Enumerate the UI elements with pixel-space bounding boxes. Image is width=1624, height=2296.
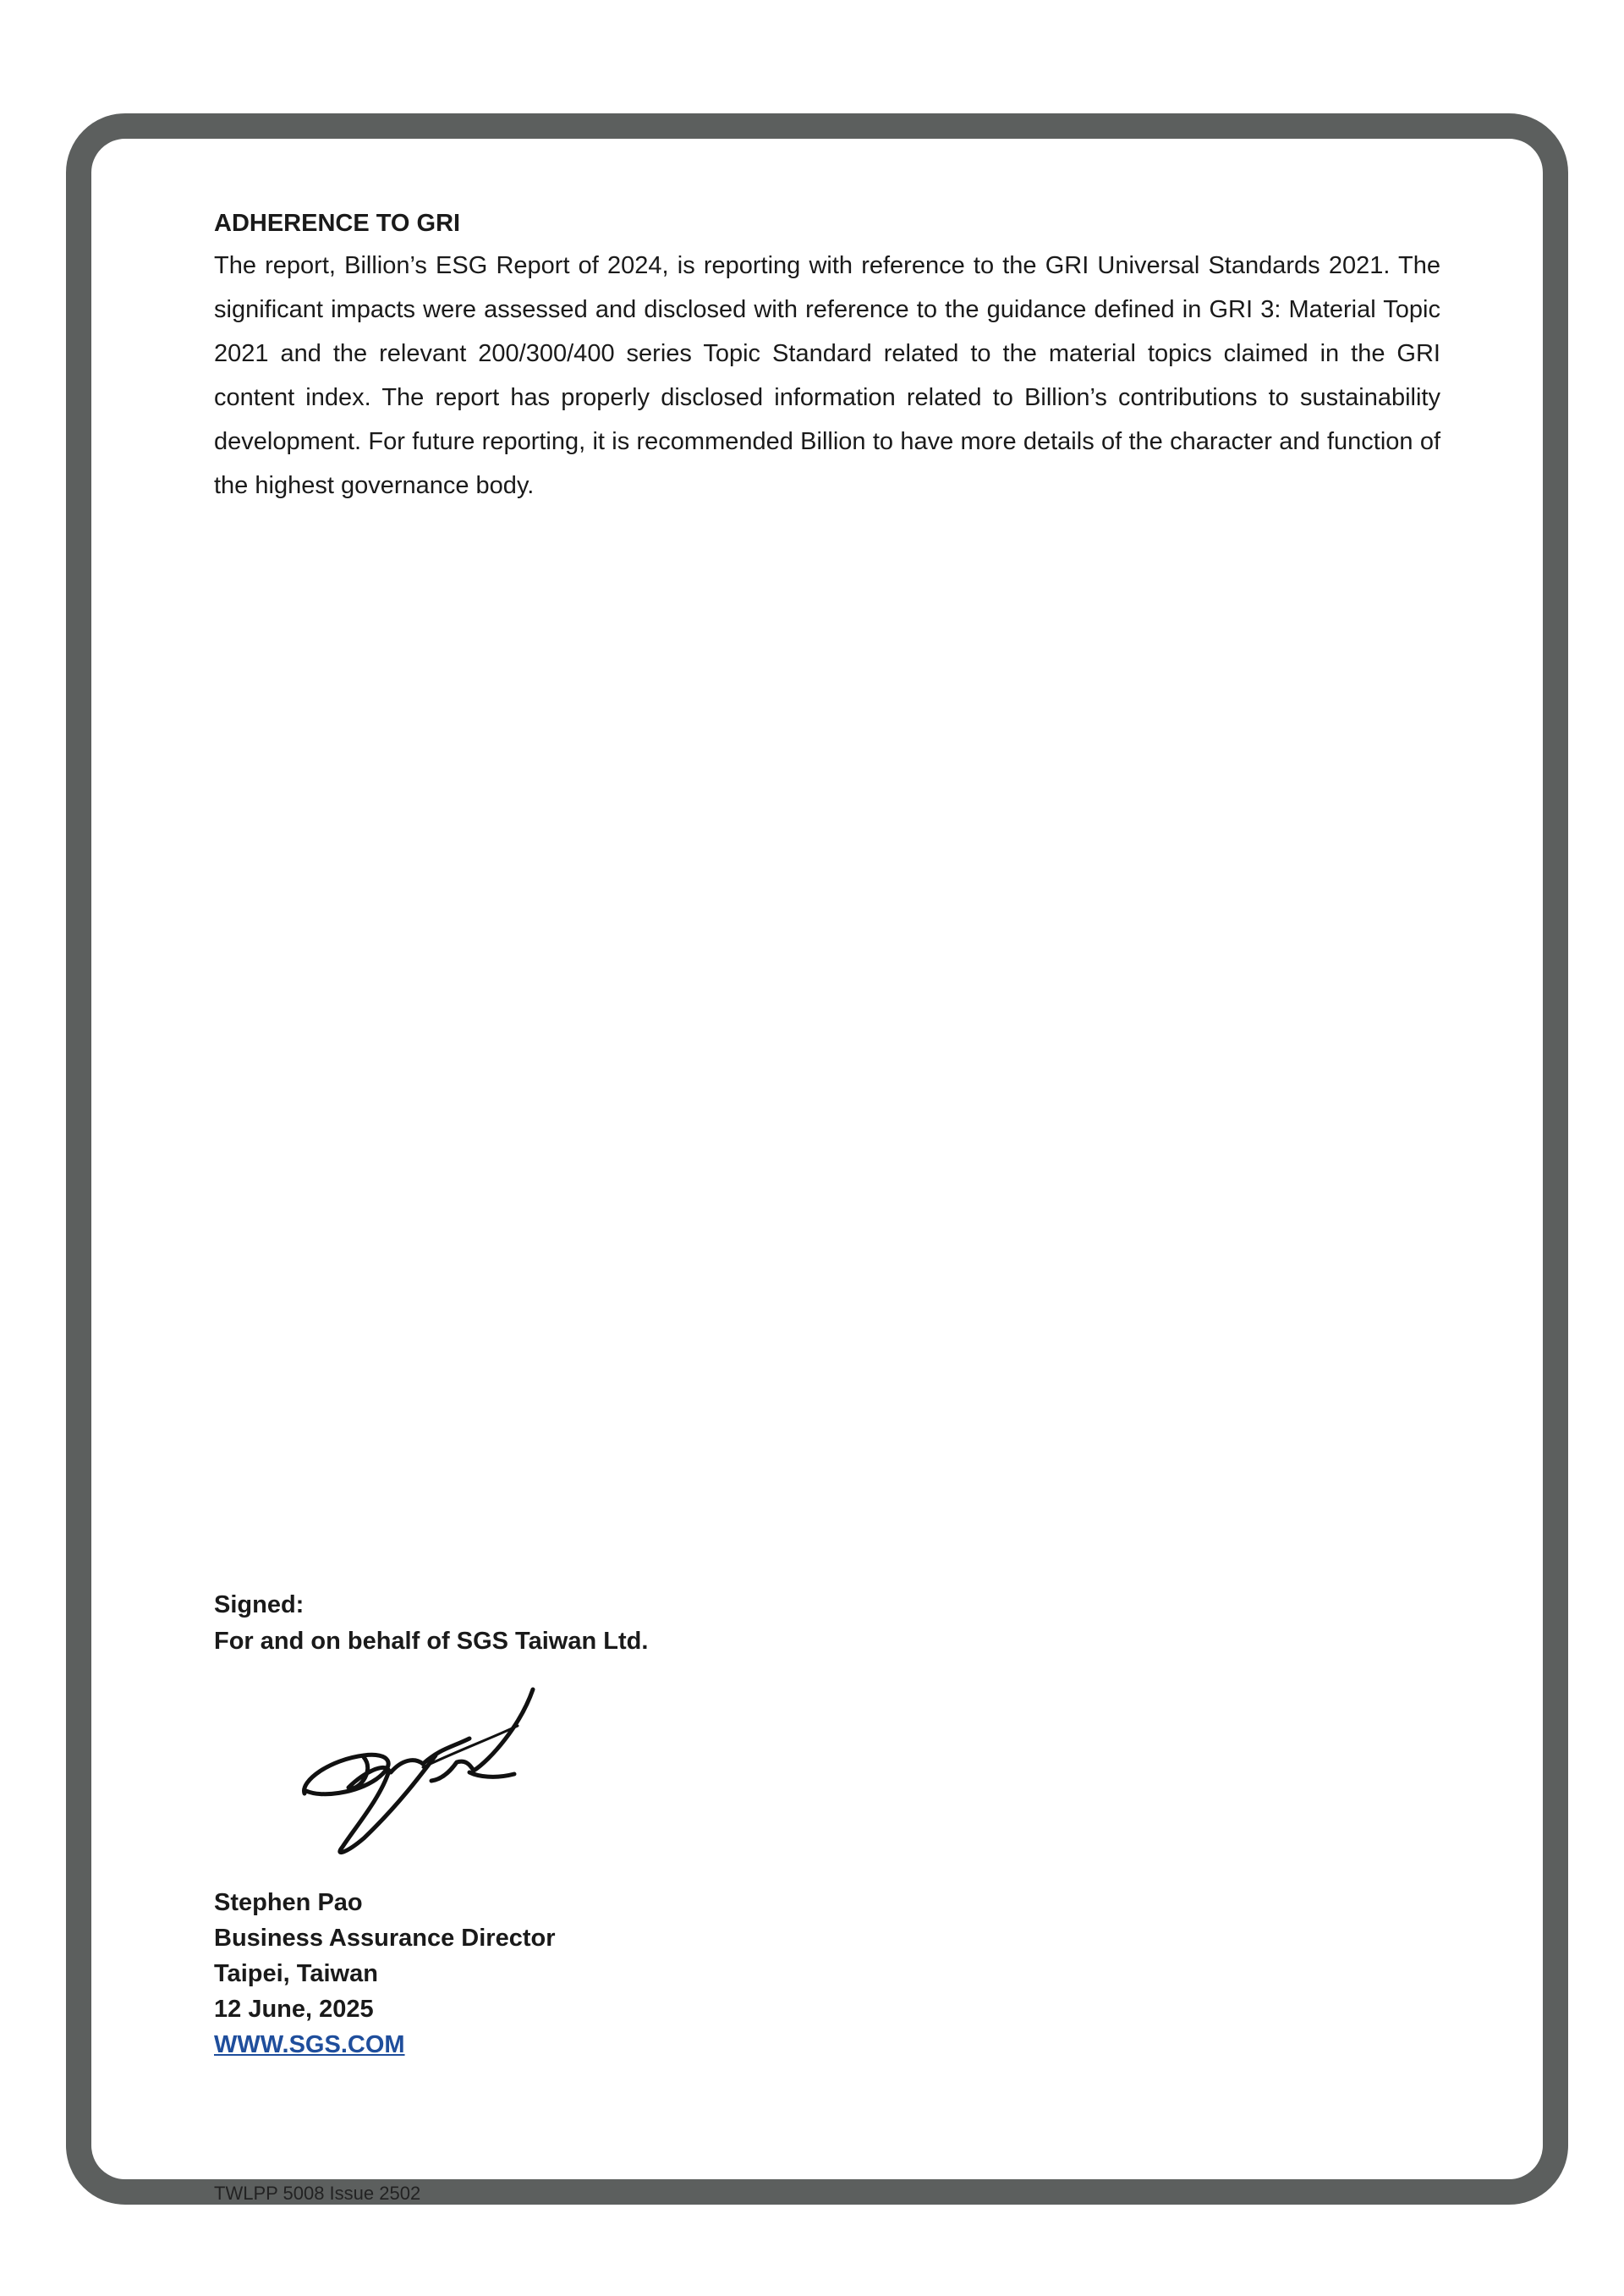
- signed-block: [214, 1587, 648, 1660]
- signer-date: 12 June, 2025: [214, 1996, 374, 2023]
- website-link[interactable]: WWW.SGS.COM: [214, 2031, 405, 2058]
- section-heading: ADHERENCE TO GRI: [214, 210, 461, 237]
- signed-label: Signed:: [214, 1591, 304, 1618]
- on-behalf-text: For and on behalf of SGS Taiwan Ltd.: [214, 1628, 649, 1655]
- handwritten-signature: [296, 1679, 575, 1857]
- document-code: TWLPP 5008 Issue 2502: [214, 2183, 421, 2204]
- signer-location: Taipei, Taiwan: [214, 1960, 378, 1987]
- gri-body-paragraph: The report, Billion’s ESG Report of 2024, is reporting with reference to the GRI Universal Standards 2021. The significant impacts were assessed and disclosed with reference to the guidance defined in GRI 3: Material Topic 2021 and the relevant 200/300/400 series Topic Standard related to the material topics claimed in the GRI content index. The report has properly disclosed information related to Billion’s contributions to sustainability development. For future reporting, it is recommended Billion to have more details of the character and function of the highest governance body.: [214, 252, 1440, 499]
- signer-block: [214, 1885, 555, 2063]
- gri-section: [214, 206, 1440, 508]
- signer-title: Business Assurance Director: [214, 1925, 556, 1952]
- signer-name: Stephen Pao: [214, 1889, 363, 1916]
